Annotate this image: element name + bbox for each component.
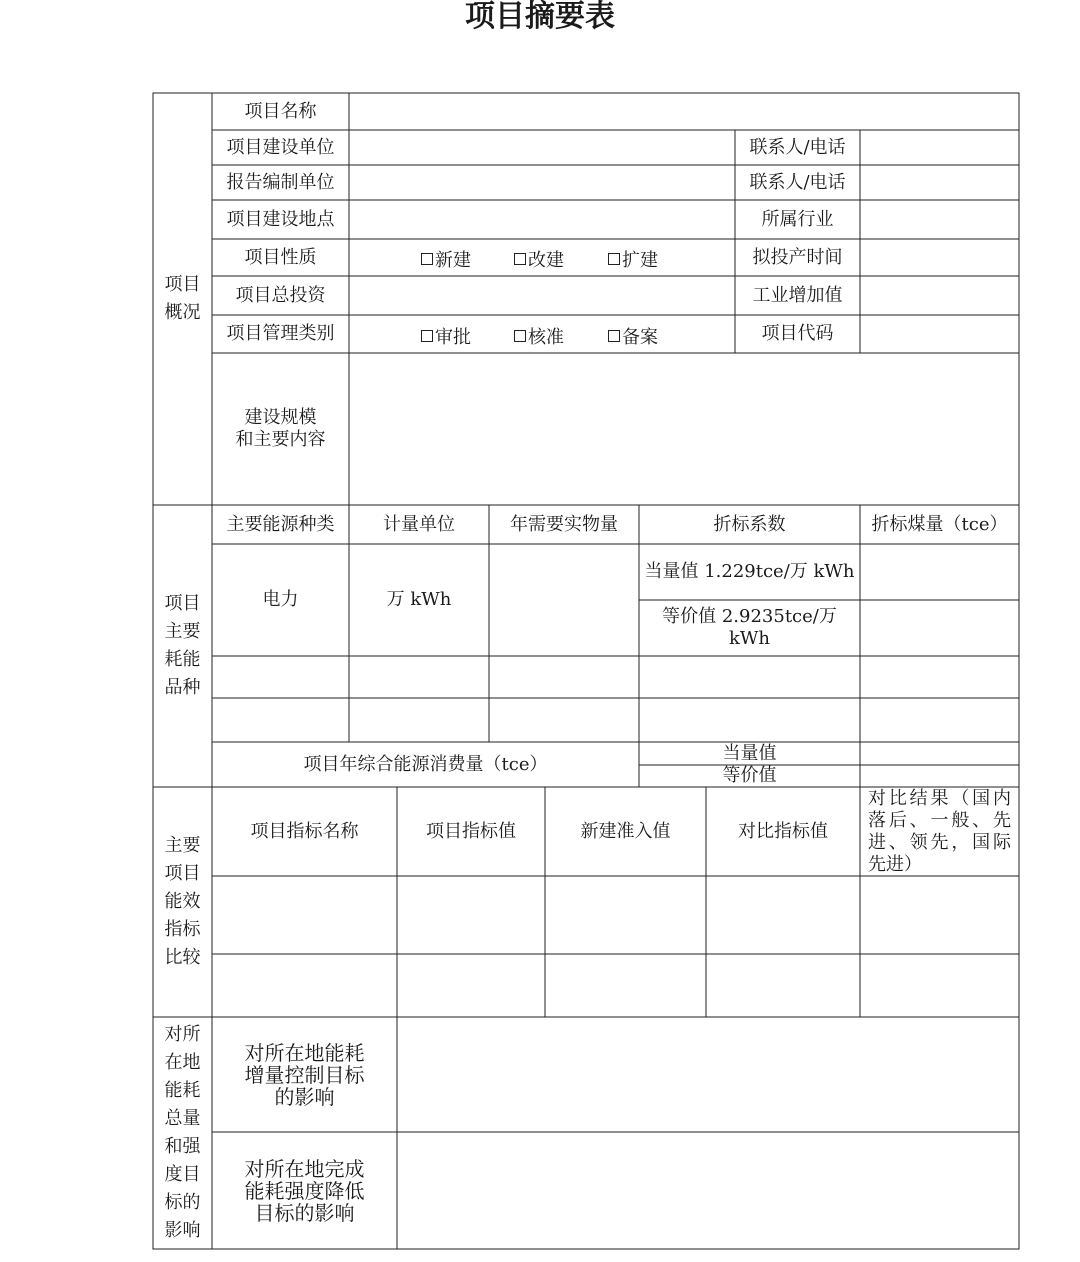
indicator-name-header: 项目指标名称 bbox=[250, 820, 359, 842]
location-label: 项目建设地点 bbox=[226, 208, 335, 230]
nature-option-expand[interactable]: 扩建 bbox=[608, 246, 658, 272]
equivalent-value-label: 当量值 bbox=[722, 742, 777, 764]
project-code-label: 项目代码 bbox=[761, 323, 834, 344]
comparison-result-header: 对比结果（国内落后、一般、先进、领先，国际先进） bbox=[868, 787, 1011, 875]
checkbox-icon bbox=[608, 330, 620, 342]
coefficient-header: 折标系数 bbox=[713, 513, 786, 535]
scale-content-label: 建设规模 和主要内容 bbox=[235, 407, 326, 450]
investment-label: 项目总投资 bbox=[235, 284, 326, 306]
coefficient-equivalent: 当量值 1.229tce/万 kWh bbox=[644, 561, 855, 582]
page-title: 项目摘要表 bbox=[465, 0, 615, 34]
added-value-label: 工业增加值 bbox=[752, 284, 843, 306]
section-label-energy: 项目 主要 耗能 品种 bbox=[164, 593, 201, 698]
mgmt-option-verify[interactable]: 核准 bbox=[514, 323, 564, 349]
project-name-label: 项目名称 bbox=[244, 100, 317, 122]
indicator-value-header: 项目指标值 bbox=[426, 820, 516, 842]
start-time-label: 拟投产时间 bbox=[752, 246, 843, 268]
total-consumption-label: 项目年综合能源消费量（tce） bbox=[303, 753, 548, 775]
checkbox-icon bbox=[514, 253, 526, 265]
checkbox-icon bbox=[421, 253, 433, 265]
coefficient-equal-value: 等价值 2.9235tce/万 kWh bbox=[662, 606, 837, 649]
comparison-value-header: 对比指标值 bbox=[738, 820, 828, 842]
section-label-efficiency: 主要 项目 能效 指标 比较 bbox=[164, 835, 201, 968]
energy-type-header: 主要能源种类 bbox=[226, 513, 335, 535]
contact-label-2: 联系人/电话 bbox=[749, 171, 846, 193]
energy-electricity: 电力 bbox=[262, 589, 299, 610]
impact-intensity-label: 对所在地完成 能耗强度降低 目标的影响 bbox=[244, 1156, 365, 1225]
report-unit-label: 报告编制单位 bbox=[226, 171, 335, 193]
section-label-overview: 项目 概况 bbox=[164, 274, 201, 323]
checkbox-icon bbox=[421, 330, 433, 342]
unit-header: 计量单位 bbox=[383, 513, 455, 535]
impact-increment-label: 对所在地能耗 增量控制目标 的影响 bbox=[244, 1040, 365, 1109]
project-unit-label: 项目建设单位 bbox=[226, 136, 335, 158]
section-label-impact: 对所 在地 能耗 总量 和强 度目 标的 影响 bbox=[164, 1024, 201, 1241]
nature-option-new[interactable]: 新建 bbox=[421, 246, 471, 272]
contact-label-1: 联系人/电话 bbox=[749, 136, 846, 158]
annual-quantity-header: 年需要实物量 bbox=[510, 513, 618, 535]
mgmt-option-approve[interactable]: 审批 bbox=[421, 323, 471, 349]
nature-option-rebuild[interactable]: 改建 bbox=[514, 246, 564, 272]
new-entry-value-header: 新建准入值 bbox=[580, 820, 671, 842]
equal-value-label: 等价值 bbox=[722, 765, 777, 786]
mgmt-option-record[interactable]: 备案 bbox=[608, 323, 658, 349]
energy-unit: 万 kWh bbox=[386, 589, 452, 610]
checkbox-icon bbox=[514, 330, 526, 342]
management-label: 项目管理类别 bbox=[226, 323, 335, 344]
checkbox-icon bbox=[608, 253, 620, 265]
nature-label: 项目性质 bbox=[244, 246, 317, 268]
industry-label: 所属行业 bbox=[761, 208, 834, 230]
coal-equivalent-header: 折标煤量（tce） bbox=[871, 513, 1008, 535]
